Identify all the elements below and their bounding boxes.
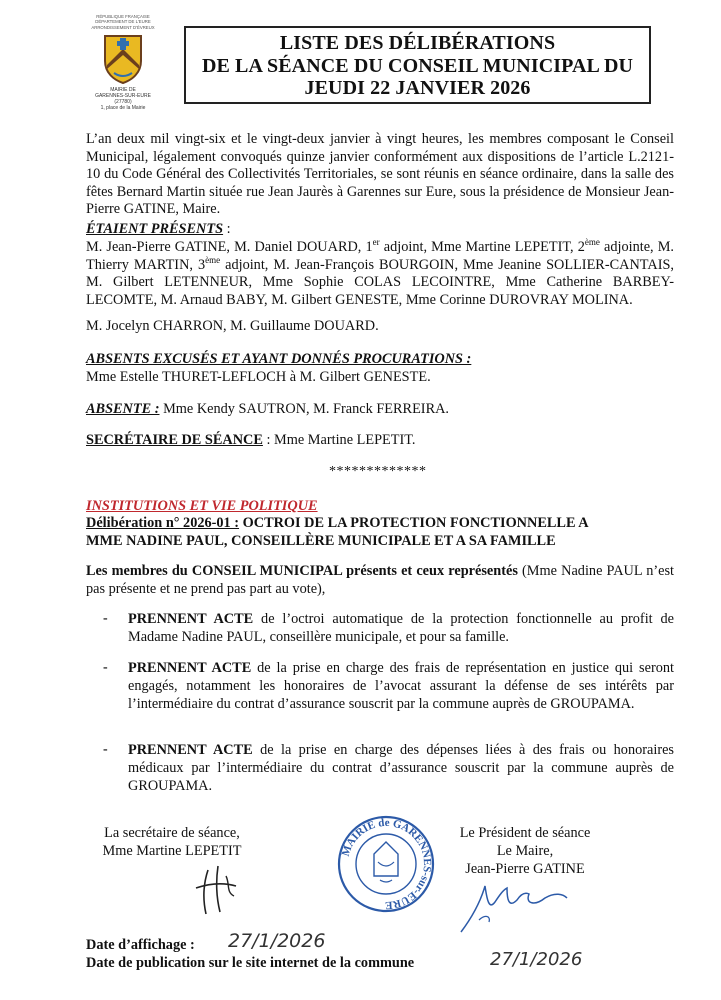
date-publication-line — [86, 955, 414, 972]
signature-left-role: La secrétaire de séance, — [104, 825, 240, 841]
mairie-logo — [82, 14, 164, 111]
presents-sup-2: ème — [584, 237, 600, 248]
section-heading-line — [86, 498, 674, 516]
signature-left-block — [88, 824, 256, 860]
section-heading: INSTITUTIONS ET VIE POLITIQUE — [86, 498, 318, 514]
presents-part-4: adjoint, M. Jean-François BOURGOIN, Mme Jeanine SOLLIER-CANTAIS, M. Gilbert LETENNEUR, Mme Sophie COLAS LECOINTRE, Mme Catherine BARBEY-LECOMTE, M. Arnaud BABY, M. Gilbert GENESTE, Mme Corinne DUROVRAY MOLINA. — [86, 256, 674, 308]
intro-paragraph: L’an deux mil vingt-six et le vingt-deux janvier à vingt heures, les membres composant le Conseil Municipal, légalement convoqués quinze janvier conformément aux dispositions de l’article L.2121-10 du Code Général des Collectivités Territoriales, se sont réunis en séance ordinaire, dans la salle des fêtes Bernard Martin située rue Jean Jaurès à Garennes sur Eure, sous la présidence de Monsieur Jean-Pierre GATINE, Maire. — [86, 131, 674, 218]
bullet-lead-1: PRENNENT ACTE — [128, 611, 254, 627]
absente-heading: ABSENTE : — [86, 401, 160, 417]
presents-heading: ÉTAIENT PRÉSENTS — [86, 221, 224, 237]
bullet-dash-1: - — [103, 611, 108, 626]
stamp-text: MAIRIE de GARENNES-sur-EURE — [339, 816, 434, 912]
presents-heading-colon: : — [223, 221, 231, 237]
secretaire-line — [86, 432, 674, 450]
deliberation-title-1: OCTROI DE LA PROTECTION FONCTIONNELLE A — [239, 515, 589, 531]
presents-list — [86, 239, 674, 309]
date-affichage-line — [86, 937, 195, 954]
separator-stars: ************* — [329, 464, 427, 479]
date-publication-label: Date de publication sur le site internet de la commune — [86, 955, 415, 971]
document-title-box — [184, 26, 651, 104]
logo-postal: (27780) — [114, 98, 132, 105]
title-line-3: JEUDI 22 JANVIER 2026 — [304, 77, 531, 99]
signature-right-name: Jean-Pierre GATINE — [465, 861, 585, 877]
absents-proc-text: Mme Estelle THURET-LEFLOCH à M. Gilbert GENESTE. — [86, 369, 431, 385]
bullet-body-2: de la prise en charge des frais de représentation en justice qui seront engagés, notamment les honoraires de l’avocat assurant la défense de ses intérêts par l’intermédiaire du contrat d’assurance souscrit par la commune auprès de GROUPAMA. — [128, 660, 674, 712]
bullet-dash-2: - — [103, 660, 108, 675]
logo-address: 1, place de la Mairie — [100, 104, 146, 111]
bullet-body-1: de l’octroi automatique de la protection fonctionnelle au profit de Madame Nadine PAUL, conseillère municipale, et pour sa famille. — [128, 611, 674, 645]
bullet-text-1 — [128, 610, 674, 646]
logo-line-2: DÉPARTEMENT DE L'EURE — [95, 19, 151, 25]
presents-part-3: adjointe, M. Thierry MARTIN, 3 — [86, 239, 674, 273]
logo-town: GARENNES-SUR-EURE — [95, 92, 151, 99]
presents-sup-3: ème — [205, 254, 221, 265]
secretary-signature — [190, 862, 250, 920]
date-affichage-value: 27/1/2026 — [228, 930, 326, 952]
presents-extra: M. Jocelyn CHARRON, M. Guillaume DOUARD. — [86, 318, 379, 334]
bullet-text-3 — [128, 741, 674, 795]
presents-part-2: adjoint, Mme Martine LEPETIT, 2 — [379, 239, 585, 255]
absents-proc-heading — [86, 351, 674, 369]
logo-mairie-label: MAIRIE DE — [110, 86, 136, 93]
coat-of-arms-icon — [102, 33, 144, 85]
logo-line-3: ARRONDISSEMENT D'ÉVREUX — [91, 24, 155, 30]
bullet-lead-3: PRENNENT ACTE — [128, 742, 253, 758]
members-rest: (Mme Nadine PAUL n’est pas présente et ne prend pas part au vote), — [86, 563, 674, 597]
signature-right-title: Le Maire, — [496, 843, 554, 859]
members-sentence — [86, 563, 674, 598]
absente-text: Mme Kendy SAUTRON, M. Franck FERREIRA. — [159, 401, 450, 417]
deliberation-title — [86, 515, 674, 550]
bullet-dash-3: - — [103, 742, 108, 757]
secretaire-text: : Mme Martine LEPETIT. — [262, 432, 416, 448]
date-publication-value: 27/1/2026 — [490, 949, 583, 970]
presents-heading-line — [86, 221, 674, 239]
bullet-text-2 — [128, 659, 674, 713]
members-bold: Les membres du CONSEIL MUNICIPAL présents et ceux représentés — [86, 563, 518, 579]
deliberation-title-2: MME NADINE PAUL, CONSEILLÈRE MUNICIPALE ET A SA FAMILLE — [86, 532, 556, 549]
presents-part-1: M. Jean-Pierre GATINE, M. Daniel DOUARD, 1 — [86, 239, 373, 255]
bullet-lead-2: PRENNENT ACTE — [128, 660, 252, 676]
absents-proc-heading-text: ABSENTS EXCUSÉS ET AYANT DONNÉS PROCURATIONS : — [86, 351, 472, 367]
mayor-signature — [455, 880, 575, 936]
bullet-body-3: de la prise en charge des dépenses liées à des frais ou honoraires médicaux par l’intermédiaire du contrat d’assurance souscrit par la commune auprès de GROUPAMA. — [128, 742, 674, 794]
title-line-1: LISTE DES DÉLIBÉRATIONS — [279, 32, 556, 54]
absente-line — [86, 401, 674, 419]
signature-left-name: Mme Martine LEPETIT — [102, 843, 242, 859]
signature-right-role: Le Président de séance — [459, 825, 591, 841]
mairie-stamp — [336, 814, 436, 914]
date-affichage-label: Date d’affichage : — [86, 937, 195, 953]
title-line-2: DE LA SÉANCE DU CONSEIL MUNICIPAL DU — [201, 54, 634, 77]
deliberation-label: Délibération n° 2026-01 : — [86, 515, 240, 531]
secretaire-heading: SECRÉTAIRE DE SÉANCE — [86, 432, 263, 448]
logo-line-1: RÉPUBLIQUE FRANÇAISE — [96, 14, 150, 19]
presents-sup-1: er — [372, 237, 380, 248]
signature-right-block — [445, 824, 605, 878]
